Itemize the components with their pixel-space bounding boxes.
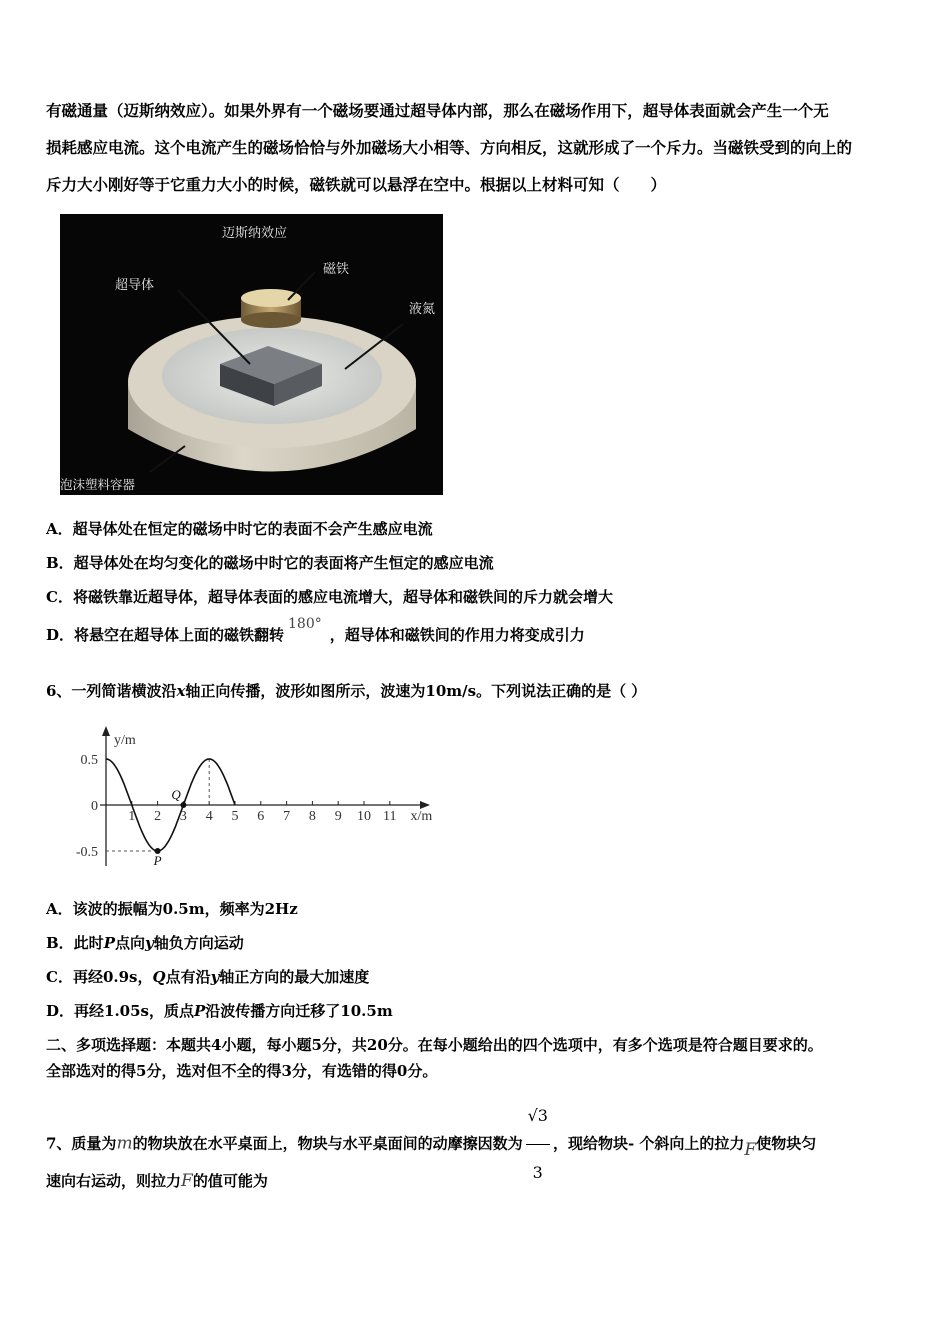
q6-stem-x: x [176, 682, 186, 700]
y-tick-label: -0.5 [75, 845, 98, 860]
q7-line-2 [46, 1170, 268, 1191]
q6-stem-pre: 6、一列简谐横波沿 [46, 682, 177, 700]
y-tick-label: 0 [91, 799, 98, 814]
q6-c-q: Q [152, 968, 166, 986]
x-tick-label: 7 [283, 809, 291, 824]
q5-option-d [46, 616, 585, 645]
q5-option-a: A．超导体处在恒定的磁场中时它的表面不会产生感应电流 [46, 520, 433, 538]
q7-line2-pre: 速向右运动，则拉力 [46, 1172, 182, 1190]
label-superconductor: 超导体 [115, 278, 155, 293]
q6-d-post: 沿波传播方向迁移了10.5m [205, 1002, 393, 1020]
intro-line-3: 斥力大小刚好等于它重力大小的时候，磁铁就可以悬浮在空中。根据以上材料可知（ ） [46, 175, 667, 194]
q6-option-b [46, 932, 244, 953]
q7-frac-num: √3 [526, 1088, 550, 1145]
q6-option-c [46, 966, 369, 987]
y-tick-label: 0.5 [80, 753, 98, 768]
x-tick-label: 1 [128, 809, 136, 824]
q6-stem [46, 680, 646, 701]
label-magnet: 磁铁 [323, 262, 350, 277]
section2-line-1: 二、多项选择题：本题共4小题，每小题5分，共20分。在每小题给出的四个选项中，有多个选项是符合题目要求的。 [46, 1036, 823, 1054]
q6-d-p: P [194, 1002, 206, 1020]
x-tick-label: 8 [308, 809, 316, 824]
q6-b-post: 轴负方向运动 [153, 934, 244, 952]
label-liquid-nitrogen: 液氮 [409, 302, 436, 317]
x-tick-label: 10 [357, 809, 371, 824]
q6-b-y: y [144, 934, 154, 952]
q6-c-y: y [210, 968, 220, 986]
q7-mass-symbol: m [116, 1133, 133, 1154]
x-tick-label: 6 [257, 809, 265, 824]
q6-stem-post: 轴正向传播，波形如图所示，波速为10m/s。下列说法正确的是（ ） [185, 682, 647, 700]
section2-line-2: 全部选对的得5分，选对但不全的得3分，有选错的得0分。 [46, 1062, 438, 1080]
q6-c-mid: 点有沿 [165, 968, 211, 986]
intro-line-1: 有磁通量（迈斯纳效应）。如果外界有一个磁场要通过超导体内部，那么在磁场作用下，超导体表面就会产生一个无 [46, 101, 829, 120]
q6-b-p: P [103, 934, 115, 952]
q7-post2: 使物块匀 [756, 1134, 817, 1153]
x-tick-label: 9 [334, 809, 342, 824]
q6-b-pre: B．此时 [46, 934, 104, 952]
q6-b-mid: 点向 [114, 934, 145, 952]
x-tick-label: 3 [179, 809, 187, 824]
q5-option-d-pre: D．将悬空在超导体上面的磁铁翻转 [46, 626, 285, 644]
q7-force-symbol: F [744, 1139, 757, 1160]
q7-pre: 7、质量为 [46, 1134, 117, 1153]
y-axis-label: y/m [114, 733, 136, 748]
q6-c-pre: C．再经0.9s， [46, 968, 153, 986]
q7-mid: 的物块放在水平桌面上，物块与水平桌面间的动摩擦因数为 [132, 1134, 523, 1153]
q6-d-pre: D．再经1.05s，质点 [46, 1002, 194, 1020]
q7-friction-fraction [526, 1088, 550, 1201]
x-axis-label: x/m [410, 809, 433, 824]
x-tick-label: 4 [205, 809, 213, 824]
point-q-marker [180, 802, 186, 808]
q6-option-a: A．该波的振幅为0.5m，频率为2Hz [46, 900, 298, 918]
wave-chart [46, 724, 446, 874]
q7-line2-force-symbol: F [181, 1171, 193, 1191]
point-p-label: P [153, 853, 162, 868]
q5-option-d-angle: 180° [288, 616, 322, 632]
q5-option-c: C．将磁铁靠近超导体，超导体表面的感应电流增大，超导体和磁铁间的斥力就会增大 [46, 588, 613, 606]
q5-option-d-post: ，超导体和磁铁间的作用力将变成引力 [329, 626, 585, 644]
q7-line2-post: 的值可能为 [192, 1172, 268, 1190]
point-q-label: Q [171, 787, 181, 802]
meissner-effect-figure [60, 214, 443, 495]
x-tick-label: 2 [154, 809, 162, 824]
q5-option-b: B．超导体处在均匀变化的磁场中时它的表面将产生恒定的感应电流 [46, 554, 494, 572]
meissner-illustration [60, 214, 443, 495]
x-tick-label: 11 [383, 809, 397, 824]
y-axis-arrow [102, 726, 110, 736]
x-axis-arrow [420, 801, 430, 809]
q7-frac-den: 3 [532, 1163, 543, 1182]
q6-c-post: 轴正方向的最大加速度 [219, 968, 370, 986]
x-tick-label: 5 [231, 809, 239, 824]
figure-title: 迈斯纳效应 [222, 226, 288, 241]
q7-post: ，现给物块- 个斜向上的拉力 [552, 1134, 745, 1153]
label-container: 泡沫塑料容器 [60, 477, 136, 492]
q6-option-d [46, 1000, 393, 1021]
intro-line-2: 损耗感应电流。这个电流产生的磁场恰恰与外加磁场大小相等、方向相反，这就形成了一个斥力。当磁铁受到的向上的 [46, 138, 853, 157]
